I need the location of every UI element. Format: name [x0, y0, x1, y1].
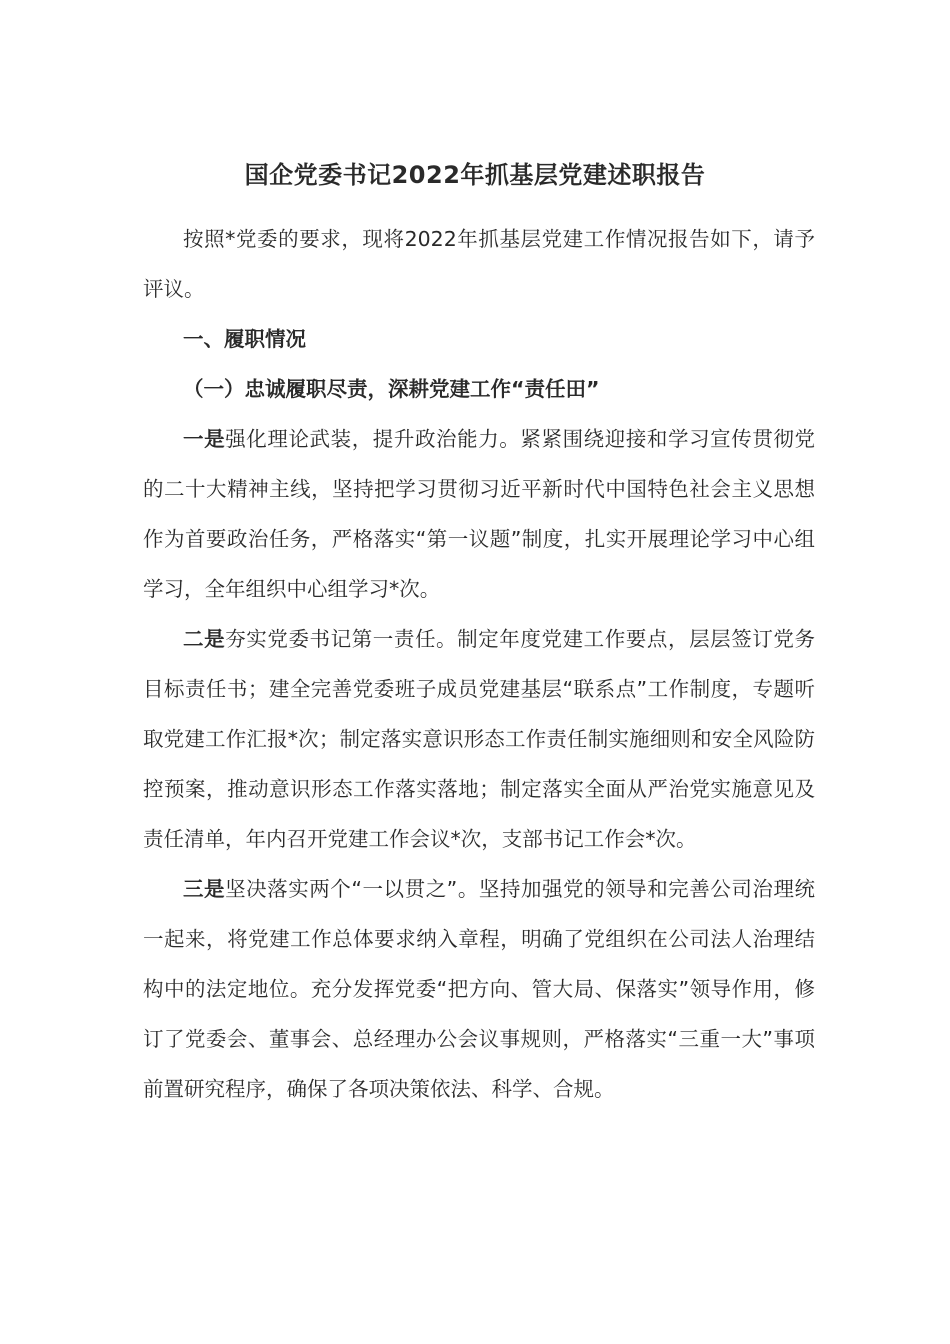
subsection-heading: （一）忠诚履职尽责，深耕党建工作“责任田” [183, 377, 600, 401]
document-body [143, 214, 815, 1114]
point-paragraph-3 [143, 864, 815, 1114]
document-title: 国企党委书记2022年抓基层党建述职报告 [244, 161, 706, 189]
point-lead-3: 三是 [183, 877, 226, 901]
intro-paragraph: 按照*党委的要求，现将2022年抓基层党建工作情况报告如下，请予评议。 [143, 227, 815, 301]
point-lead-2: 二是 [183, 627, 226, 651]
point-text-2: 夯实党委书记第一责任。制定年度党建工作要点，层层签订党务目标责任书；建全完善党委班子成员党建基层“联系点”工作制度，专题听取党建工作汇报*次；制定落实意识形态工作责任制实施细则和安全风险防控预案，推动意识形态工作落实落地；制定落实全面从严治党实施意见及责任清单，年内召开党建工作会议*次，支部书记工作会*次。 [143, 627, 816, 851]
point-paragraph-1 [143, 414, 815, 614]
section-heading: 一、履职情况 [183, 327, 306, 351]
point-paragraph-2 [143, 614, 815, 864]
point-text-1: 强化理论武装，提升政治能力。紧紧围绕迎接和学习宣传贯彻党的二十大精神主线，坚持把学习贯彻习近平新时代中国特色社会主义思想作为首要政治任务，严格落实“第一议题”制度，扎实开展理论学习中心组学习，全年组织中心组学习*次。 [143, 427, 816, 601]
point-lead-1: 一是 [183, 427, 226, 451]
point-text-3: 坚决落实两个“一以贯之”。坚持加强党的领导和完善公司治理统一起来，将党建工作总体要求纳入章程，明确了党组织在公司法人治理结构中的法定地位。充分发挥党委“把方向、管大局、保落实”领导作用，修订了党委会、董事会、总经理办公会议事规则，严格落实“三重一大”事项前置研究程序，确保了各项决策依法、科学、合规。 [143, 877, 815, 1101]
